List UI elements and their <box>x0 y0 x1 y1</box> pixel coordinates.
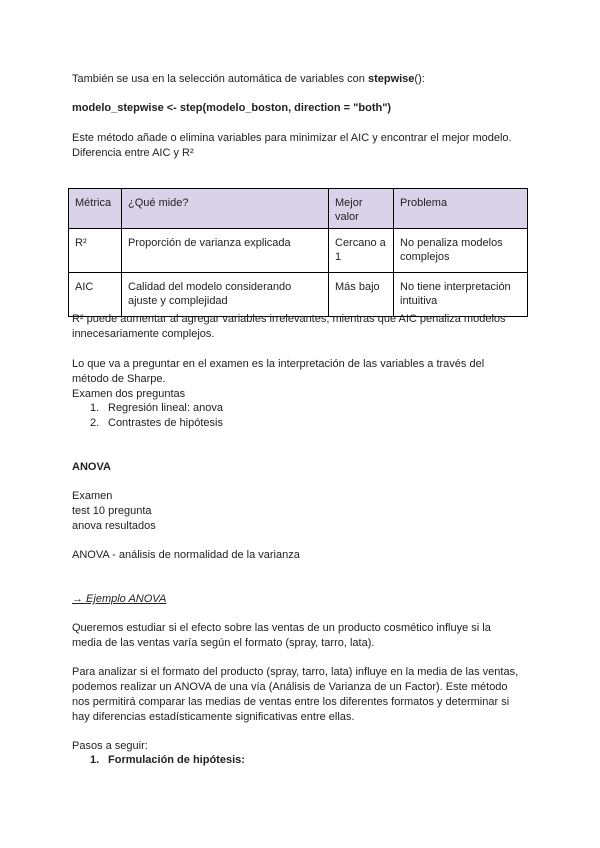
example-anova-link[interactable]: → Ejemplo ANOVA <box>72 593 167 605</box>
steps-label: Pasos a seguir: <box>72 740 148 752</box>
table-cell: R² <box>69 229 122 273</box>
note-line2: innecesariamente complejos. <box>72 328 215 340</box>
anova-exam-line: Examen <box>72 490 113 502</box>
list-item: 2. Contrastes de hipótesis <box>90 417 223 429</box>
header-cell: Métrica <box>69 189 122 229</box>
code-line: modelo_stepwise <- step(modelo_boston, direction = "both") <box>72 102 392 114</box>
exam-line3: Examen dos preguntas <box>72 388 186 400</box>
method-paragraph-line1: Este método añade o elimina variables para minimizar el AIC y encontrar el mejor modelo. <box>72 132 512 144</box>
table-cell: Más bajo <box>329 273 394 317</box>
table-cell: No tiene interpretación intuitiva <box>394 273 528 317</box>
table-row <box>69 229 528 273</box>
table-cell: No penaliza modelos complejos <box>394 229 528 273</box>
table-row <box>69 273 528 317</box>
anova-heading: ANOVA <box>72 461 111 473</box>
exam-line2: método de Sharpe. <box>72 373 166 385</box>
stepwise-intro: También se usa en la selección automática de variables con stepwise(): <box>72 73 425 85</box>
comparison-table <box>68 188 528 317</box>
anova-definition: ANOVA - análisis de normalidad de la varianza <box>72 549 300 561</box>
example-paragraph-line: media de las ventas varía según el formato (spray, tarro, lata). <box>72 637 375 649</box>
table-header-row <box>69 189 528 229</box>
table-cell: Proporción de varianza explicada <box>122 229 329 273</box>
header-cell: Problema <box>394 189 528 229</box>
analysis-paragraph-line: nos permitirá comparar las medias de ventas entre los diferentes formatos y determinar si <box>72 696 510 708</box>
anova-exam-line: test 10 pregunta <box>72 505 152 517</box>
steps-list <box>72 753 245 768</box>
table-cell: Calidad del modelo considerando ajuste y complejidad <box>122 273 329 317</box>
table-cell: Cercano a 1 <box>329 229 394 273</box>
method-paragraph-line2: Diferencia entre AIC y R² <box>72 147 194 159</box>
list-item: 1. Formulación de hipótesis: <box>90 754 245 766</box>
analysis-paragraph-line: podemos realizar un ANOVA de una vía (Análisis de Varianza de un Factor). Este método <box>72 681 508 693</box>
anova-exam-line: anova resultados <box>72 520 156 532</box>
analysis-paragraph-line: Para analizar si el formato del producto (spray, tarro, lata) influye en la media de las ventas, <box>72 666 519 678</box>
header-cell: Mejor valor <box>329 189 394 229</box>
table-cell: AIC <box>69 273 122 317</box>
list-item: 1. Regresión lineal: anova <box>90 402 223 414</box>
example-paragraph-line: Queremos estudiar si el efecto sobre las ventas de un producto cosmético influye si la <box>72 622 491 634</box>
analysis-paragraph-line: hay diferencias estadísticamente significativas entre ellas. <box>72 711 355 723</box>
stepwise-keyword: stepwise <box>367 73 415 85</box>
header-cell: ¿Qué mide? <box>122 189 329 229</box>
exam-question-list <box>72 401 223 431</box>
exam-line1: Lo que va a preguntar en el examen es la interpretación de las variables a través del <box>72 358 485 370</box>
note-line1: R² puede aumentar al agregar variables irrelevantes, mientras que AIC penaliza modelos <box>72 313 506 325</box>
